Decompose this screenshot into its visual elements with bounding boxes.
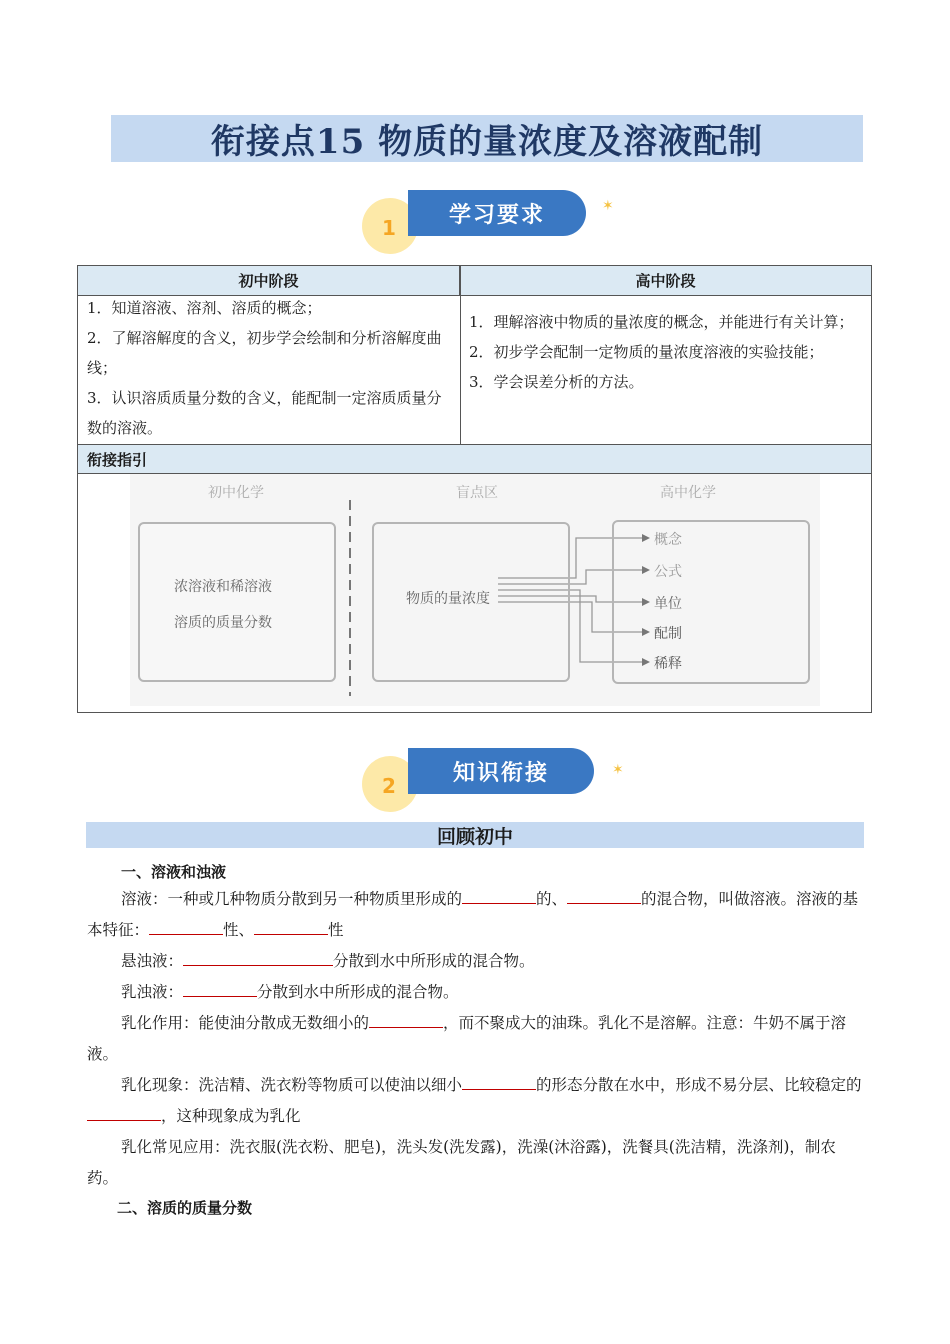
title-bar — [111, 115, 863, 162]
review-title: 回顾初中 — [436, 825, 513, 848]
list-item: 2．初步学会配制一定物质的量浓度溶液的实验技能； — [469, 343, 824, 361]
badge-pill — [408, 748, 594, 794]
page-title: 衔接点15 物质的量浓度及溶液配制 — [210, 122, 764, 162]
text: 性、 — [223, 921, 255, 939]
diagram-label-blindspot: 盲点区 — [456, 485, 498, 501]
heading-solutions: 一、溶液和浊液 — [121, 863, 227, 881]
list-item: 3．认识溶质质量分数的含义，能配制一定溶质质量分数的溶液。 — [87, 389, 442, 437]
badge-label: 学习要求 — [448, 202, 545, 228]
guide-header: 衔接指引 — [78, 444, 871, 474]
star-icon: ✶ — [602, 198, 614, 214]
col-header-senior: 高中阶段 — [460, 266, 871, 296]
fill-blank — [149, 916, 223, 935]
text: 乳化现象：洗洁精、洗衣粉等物质可以使油以细小 — [121, 1076, 463, 1094]
section-badge-2 — [362, 748, 632, 812]
senior-requirements — [469, 307, 865, 397]
text: 分散到水中所形成的混合物。 — [257, 983, 459, 1001]
text: 悬浊液： — [121, 952, 184, 970]
text: 性 — [328, 921, 344, 939]
junior-item: 浓溶液和稀溶液 — [174, 579, 272, 595]
badge-number: 2 — [382, 774, 396, 798]
paragraph-emulsification — [87, 1008, 863, 1070]
badge-number: 1 — [382, 216, 396, 240]
list-item: 2．了解溶解度的含义，初步学会绘制和分析溶解度曲线； — [87, 329, 442, 377]
requirements-table — [77, 265, 872, 713]
paragraph-suspension — [87, 946, 863, 977]
bridging-diagram — [130, 474, 820, 706]
text: ，这种现象成为乳化 — [161, 1107, 301, 1125]
fill-blank — [369, 1009, 443, 1028]
star-icon: ✶ — [612, 762, 624, 778]
fill-blank — [567, 885, 641, 904]
list-item: 1．知道溶液、溶剂、溶质的概念； — [87, 299, 322, 317]
text: 溶液：一种或几种物质分散到另一种物质里形成的 — [121, 890, 463, 908]
senior-item: 公式 — [654, 564, 682, 580]
fill-blank — [462, 1071, 536, 1090]
diagram-label-junior: 初中化学 — [208, 485, 264, 501]
text: 的形态分散在水中，形成不易分层、比较稳定的 — [536, 1076, 862, 1094]
senior-item: 概念 — [654, 532, 682, 548]
list-item: 3．学会误差分析的方法。 — [469, 373, 644, 391]
fill-blank — [183, 978, 257, 997]
list-item: 1．理解溶液中物质的量浓度的概念，并能进行有关计算； — [469, 313, 854, 331]
badge-pill — [408, 190, 586, 236]
heading-mass-fraction: 二、溶质的质量分数 — [117, 1199, 253, 1217]
text: 分散到水中所形成的混合物。 — [333, 952, 535, 970]
section-badge-1 — [362, 190, 622, 254]
badge-label: 知识衔接 — [452, 760, 549, 786]
diagram-label-senior: 高中化学 — [660, 485, 716, 501]
senior-item: 稀释 — [654, 656, 682, 672]
junior-requirements — [87, 293, 453, 443]
review-title-bar — [86, 822, 864, 848]
senior-item: 单位 — [654, 596, 682, 612]
senior-box — [612, 520, 810, 684]
text: 乳浊液： — [121, 983, 184, 1001]
paragraph-applications: 乳化常见应用：洗衣服(洗衣粉、肥皂)，洗头发(洗发露)，洗澡(沐浴露)，洗餐具(洗洁精，洗涤剂)，制农药。 — [87, 1138, 836, 1187]
paragraph-solution — [87, 884, 863, 946]
junior-item: 溶质的质量分数 — [174, 615, 272, 631]
text: 乳化作用：能使油分散成无数细小的 — [121, 1014, 370, 1032]
text: ，而不聚成大的油珠。乳化不是溶解。注意：牛奶不属于溶液。 — [87, 1014, 847, 1063]
senior-item: 配制 — [654, 626, 682, 642]
blindspot-item: 物质的量浓度 — [406, 591, 490, 607]
col-header-junior: 初中阶段 — [78, 266, 460, 296]
paragraph-emulsification-phenomenon — [87, 1070, 863, 1132]
fill-blank — [254, 916, 328, 935]
fill-blank — [87, 1102, 161, 1121]
fill-blank — [183, 947, 333, 966]
paragraph-emulsion — [87, 977, 863, 1008]
review-body — [87, 884, 863, 1194]
column-divider — [460, 266, 461, 444]
text: 的、 — [536, 890, 568, 908]
fill-blank — [462, 885, 536, 904]
text: 的混合物，叫做溶液。溶液的基本特征： — [87, 890, 859, 939]
